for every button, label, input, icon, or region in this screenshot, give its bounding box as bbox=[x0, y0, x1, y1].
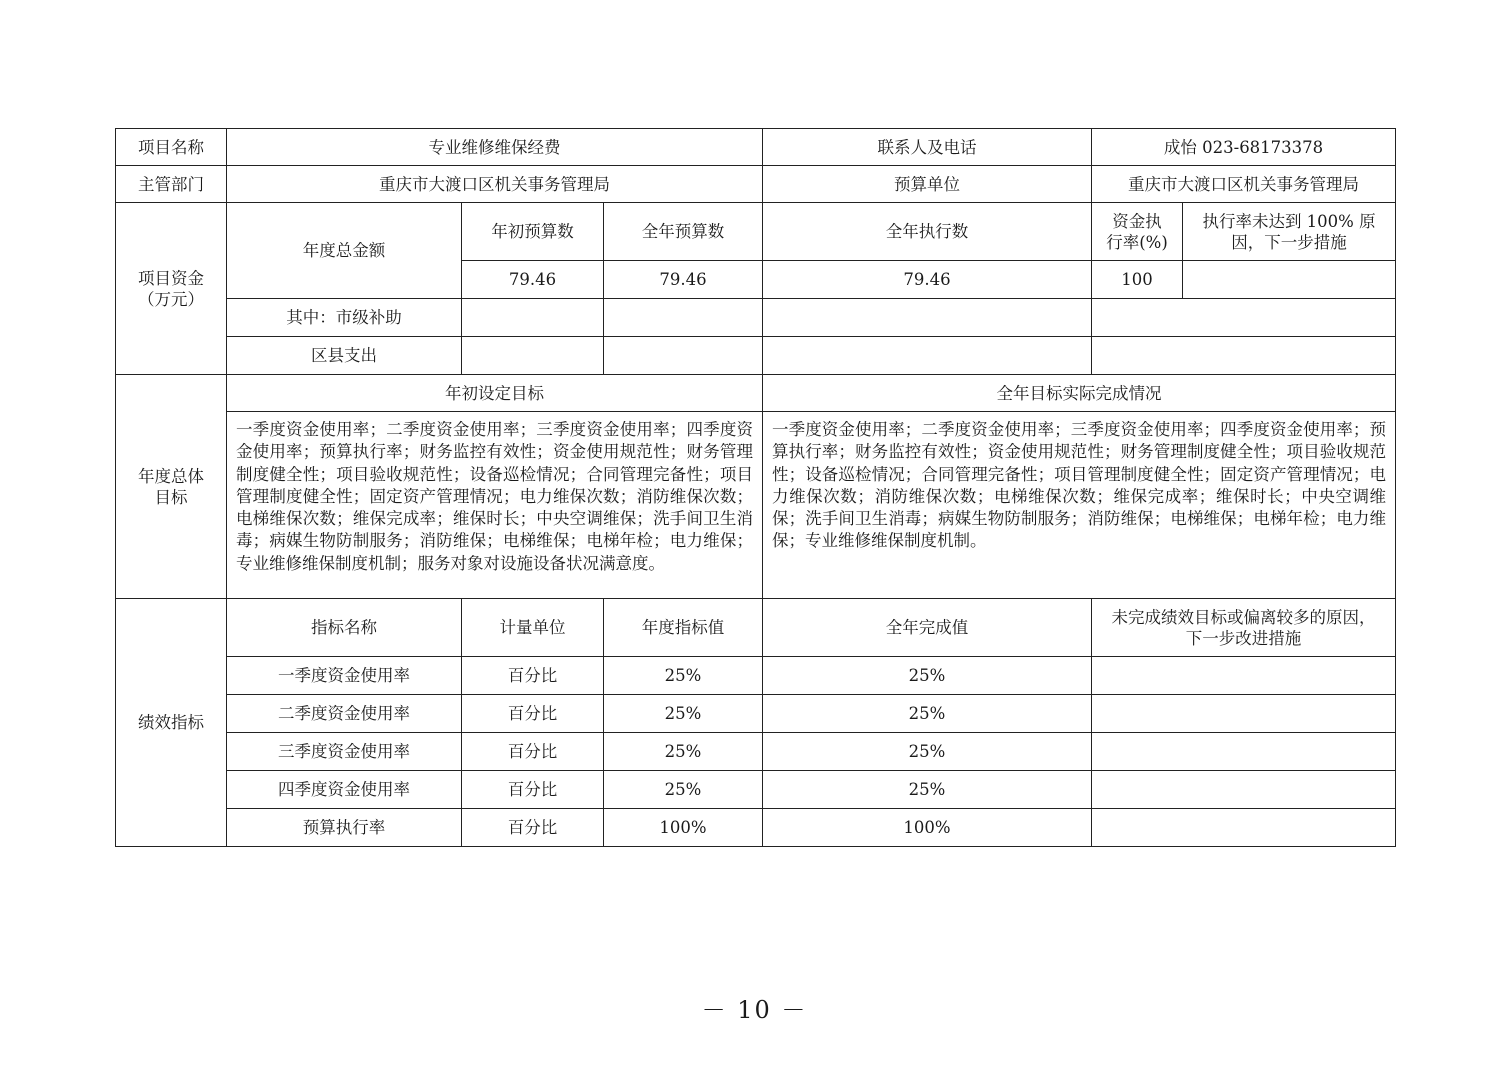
funds-label bbox=[116, 203, 227, 375]
execution-reason-value bbox=[1183, 261, 1396, 299]
table-row bbox=[116, 695, 1396, 733]
goals-label-line2: 目标 bbox=[154, 487, 188, 507]
performance-form-table bbox=[115, 128, 1396, 847]
city-subsidy-initial bbox=[462, 299, 604, 337]
city-subsidy-row bbox=[116, 299, 1396, 337]
indicator-reason bbox=[1092, 771, 1396, 809]
initial-goals-text: 一季度资金使用率；二季度资金使用率；三季度资金使用率；四季度资金使用率；预算执行率；财务监控有效性；资金使用规范性；财务管理制度健全性；项目验收规范性；设备巡检情况；合同管理完备性；项目管理制度健全性；固定资产管理情况；电力维保次数；消防维保次数；电梯维保次数；维保完成率；维保时长；中央空调维保；洗手间卫生消毒；病媒生物防制服务；消防维保；电梯维保；电梯年检；电力维保；专业维修维保制度机制；服务对象对设施设备状况满意度。 bbox=[227, 412, 763, 599]
indicator-name: 四季度资金使用率 bbox=[227, 771, 462, 809]
table-row bbox=[116, 733, 1396, 771]
goals-header-row bbox=[116, 375, 1396, 412]
total-amount-label: 年度总金额 bbox=[227, 203, 462, 299]
indicator-unit: 百分比 bbox=[462, 733, 604, 771]
actual-goals-text: 一季度资金使用率；二季度资金使用率；三季度资金使用率；四季度资金使用率；预算执行率；财务监控有效性；资金使用规范性；财务管理制度健全性；项目验收规范性；设备巡检情况；合同管理完备性；项目管理制度健全性；固定资产管理情况；电力维保次数；消防维保次数；电梯维保次数；维保完成率；维保时长；中央空调维保；洗手间卫生消毒；病媒生物防制服务；消防维保；电梯维保；电梯年检；电力维保；专业维修维保制度机制。 bbox=[763, 412, 1396, 599]
city-subsidy-rate bbox=[1092, 299, 1396, 337]
goals-label-line1: 年度总体 bbox=[138, 466, 204, 486]
indicator-name: 二季度资金使用率 bbox=[227, 695, 462, 733]
execution-rate-value: 100 bbox=[1092, 261, 1183, 299]
goals-label bbox=[116, 375, 227, 599]
execution-rate-label-line1: 资金执 bbox=[1112, 211, 1162, 231]
contact-value: 成怡 023-68173378 bbox=[1092, 129, 1396, 166]
department-label: 主管部门 bbox=[116, 166, 227, 203]
indicator-actual: 25% bbox=[763, 771, 1092, 809]
execution-reason-label-line2: 因，下一步措施 bbox=[1231, 232, 1347, 252]
city-subsidy-executed bbox=[763, 299, 1092, 337]
funds-label-line1: 项目资金 bbox=[138, 268, 204, 288]
city-subsidy-label: 其中：市级补助 bbox=[227, 299, 462, 337]
actual-goals-header: 全年目标实际完成情况 bbox=[763, 375, 1396, 412]
page-number: － 10 － bbox=[701, 996, 808, 1024]
indicator-target-header: 年度指标值 bbox=[604, 599, 763, 657]
contact-label: 联系人及电话 bbox=[763, 129, 1092, 166]
indicator-target: 25% bbox=[604, 657, 763, 695]
indicator-actual: 25% bbox=[763, 695, 1092, 733]
budget-unit-value: 重庆市大渡口区机关事务管理局 bbox=[1092, 166, 1396, 203]
indicator-reason bbox=[1092, 809, 1396, 847]
indicator-actual: 100% bbox=[763, 809, 1092, 847]
table-row bbox=[116, 809, 1396, 847]
indicator-reason-header-line1: 未完成绩效目标或偏离较多的原因， bbox=[1111, 607, 1376, 627]
indicator-target: 25% bbox=[604, 771, 763, 809]
indicator-name-header: 指标名称 bbox=[227, 599, 462, 657]
indicator-reason bbox=[1092, 695, 1396, 733]
district-expense-executed bbox=[763, 337, 1092, 375]
indicators-label: 绩效指标 bbox=[116, 599, 227, 847]
city-subsidy-annual bbox=[604, 299, 763, 337]
goals-content-row bbox=[116, 412, 1396, 599]
indicator-reason bbox=[1092, 733, 1396, 771]
budget-unit-label: 预算单位 bbox=[763, 166, 1092, 203]
table-row bbox=[116, 657, 1396, 695]
project-name-label: 项目名称 bbox=[116, 129, 227, 166]
indicator-unit: 百分比 bbox=[462, 771, 604, 809]
indicator-unit: 百分比 bbox=[462, 657, 604, 695]
department-row bbox=[116, 166, 1396, 203]
funds-header-row bbox=[116, 203, 1396, 261]
indicator-actual: 25% bbox=[763, 657, 1092, 695]
department-value: 重庆市大渡口区机关事务管理局 bbox=[227, 166, 763, 203]
indicator-name: 一季度资金使用率 bbox=[227, 657, 462, 695]
annual-budget-label: 全年预算数 bbox=[604, 203, 763, 261]
table-row bbox=[116, 771, 1396, 809]
initial-goals-header: 年初设定目标 bbox=[227, 375, 763, 412]
indicator-unit: 百分比 bbox=[462, 695, 604, 733]
district-expense-row bbox=[116, 337, 1396, 375]
indicator-target: 100% bbox=[604, 809, 763, 847]
execution-rate-label-line2: 行率(%) bbox=[1106, 232, 1168, 252]
annual-executed-label: 全年执行数 bbox=[763, 203, 1092, 261]
district-expense-annual bbox=[604, 337, 763, 375]
annual-executed-value: 79.46 bbox=[763, 261, 1092, 299]
indicator-target: 25% bbox=[604, 733, 763, 771]
indicator-unit-header: 计量单位 bbox=[462, 599, 604, 657]
initial-budget-label: 年初预算数 bbox=[462, 203, 604, 261]
district-expense-initial bbox=[462, 337, 604, 375]
initial-budget-value: 79.46 bbox=[462, 261, 604, 299]
project-name-row bbox=[116, 129, 1396, 166]
annual-budget-value: 79.46 bbox=[604, 261, 763, 299]
indicator-reason bbox=[1092, 657, 1396, 695]
indicators-header-row bbox=[116, 599, 1396, 657]
indicator-name: 预算执行率 bbox=[227, 809, 462, 847]
indicator-actual-header: 全年完成值 bbox=[763, 599, 1092, 657]
execution-rate-label bbox=[1092, 203, 1183, 261]
district-expense-label: 区县支出 bbox=[227, 337, 462, 375]
indicator-name: 三季度资金使用率 bbox=[227, 733, 462, 771]
indicator-reason-header bbox=[1092, 599, 1396, 657]
indicator-target: 25% bbox=[604, 695, 763, 733]
execution-reason-label bbox=[1183, 203, 1396, 261]
execution-reason-label-line1: 执行率未达到 100% 原 bbox=[1202, 211, 1376, 231]
indicator-reason-header-line2: 下一步改进措施 bbox=[1185, 628, 1302, 648]
project-name-value: 专业维修维保经费 bbox=[227, 129, 763, 166]
district-expense-rate bbox=[1092, 337, 1396, 375]
funds-label-line2: （万元） bbox=[138, 289, 204, 309]
indicator-unit: 百分比 bbox=[462, 809, 604, 847]
indicator-actual: 25% bbox=[763, 733, 1092, 771]
